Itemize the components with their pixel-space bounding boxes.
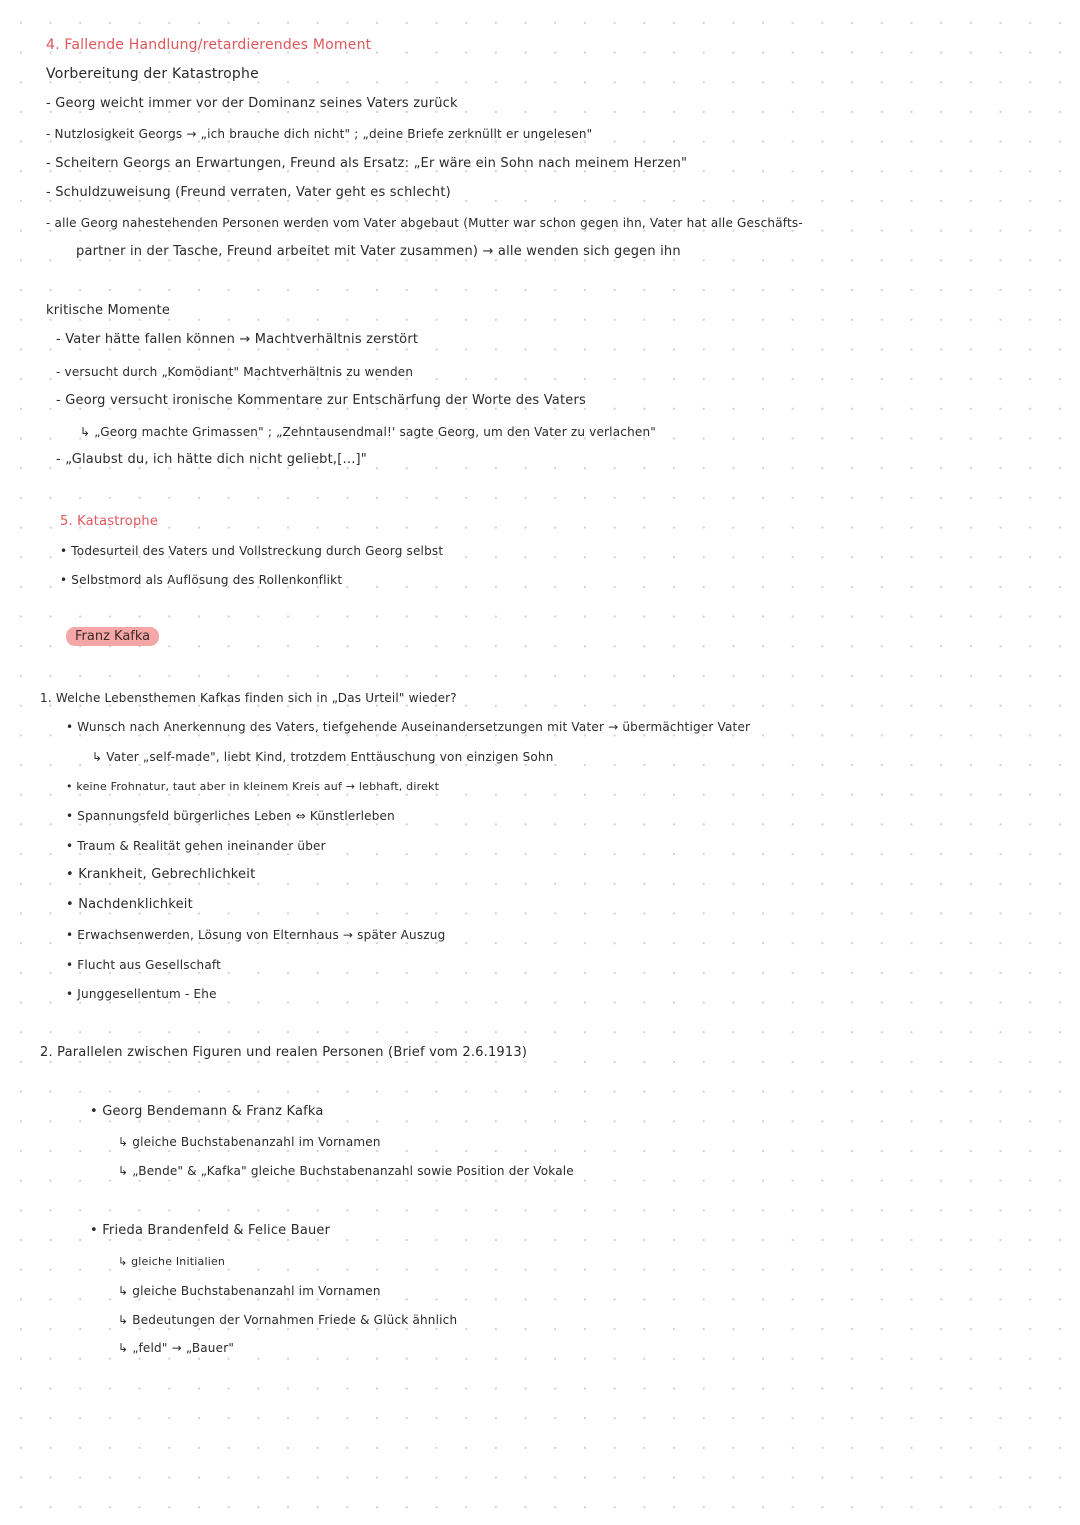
list-item: - Georg weicht immer vor der Dominanz seines Vaters zurück	[46, 96, 458, 111]
list-item: • Selbstmord als Auflösung des Rollenkonflikt	[60, 573, 343, 587]
list-item: • Krankheit, Gebrechlichkeit	[66, 867, 256, 882]
list-item: • Nachdenklichkeit	[66, 897, 193, 912]
list-item: ↳ gleiche Buchstabenanzahl im Vornamen	[118, 1135, 381, 1149]
list-item: partner in der Tasche, Freund arbeitet mit Vater zusammen) → alle wenden sich gegen ihn	[76, 244, 681, 259]
question-1: 1. Welche Lebensthemen Kafkas finden sich in „Das Urteil" wieder?	[40, 691, 457, 705]
list-item: • Todesurteil des Vaters und Vollstreckung durch Georg selbst	[60, 544, 444, 558]
list-item: ↳ Vater „self-made", liebt Kind, trotzdem Enttäuschung von einzigen Sohn	[92, 750, 554, 764]
list-item: • Georg Bendemann & Franz Kafka	[90, 1104, 324, 1119]
list-item: ↳ „feld" → „Bauer"	[118, 1341, 235, 1355]
question-2: 2. Parallelen zwischen Figuren und realen Personen (Brief vom 2.6.1913)	[40, 1045, 528, 1060]
list-item: ↳ Bedeutungen der Vornahmen Friede & Glück ähnlich	[118, 1313, 458, 1327]
list-item: - versucht durch „Komödiant" Machtverhältnis zu wenden	[56, 365, 414, 379]
critical-moments-heading: kritische Momente	[46, 303, 171, 318]
list-item: • keine Frohnatur, taut aber in kleinem Kreis auf → lebhaft, direkt	[66, 780, 440, 793]
list-item: - Nutzlosigkeit Georgs → „ich brauche dich nicht" ; „deine Briefe zerknüllt er ungelesen"	[46, 127, 593, 141]
franz-kafka-tag: Franz Kafka	[66, 627, 159, 646]
list-item: - Georg versucht ironische Kommentare zur Entschärfung der Worte des Vaters	[56, 393, 586, 408]
section-4-heading: 4. Fallende Handlung/retardierendes Moment	[46, 37, 372, 53]
list-item: • Wunsch nach Anerkennung des Vaters, tiefgehende Auseinandersetzungen mit Vater → übermächtiger Vater	[66, 720, 751, 734]
list-item: - alle Georg nahestehenden Personen werden vom Vater abgebaut (Mutter war schon gegen ihn, Vater hat alle Geschäfts-	[46, 216, 803, 230]
list-item: ↳ gleiche Initialien	[118, 1255, 226, 1268]
list-item: ↳ „Georg machte Grimassen" ; „Zehntausendmal!' sagte Georg, um den Vater zu verlachen"	[80, 425, 656, 439]
list-item: - Vater hätte fallen können → Machtverhältnis zerstört	[56, 332, 419, 347]
list-item: • Frieda Brandenfeld & Felice Bauer	[90, 1223, 331, 1238]
list-item: • Spannungsfeld bürgerliches Leben ⇔ Künstlerleben	[66, 809, 395, 823]
list-item: - Schuldzuweisung (Freund verraten, Vater geht es schlecht)	[46, 185, 451, 200]
section-5-heading: 5. Katastrophe	[60, 514, 159, 529]
list-item: • Junggesellentum - Ehe	[66, 987, 217, 1001]
list-item: • Traum & Realität gehen ineinander über	[66, 839, 326, 853]
list-item: ↳ „Bende" & „Kafka" gleiche Buchstabenanzahl sowie Position der Vokale	[118, 1164, 574, 1178]
list-item: • Flucht aus Gesellschaft	[66, 958, 221, 972]
list-item: • Erwachsenwerden, Lösung von Elternhaus → später Auszug	[66, 928, 446, 942]
section-4-subheading: Vorbereitung der Katastrophe	[46, 66, 259, 82]
list-item: - „Glaubst du, ich hätte dich nicht geliebt,[...]"	[56, 452, 367, 467]
list-item: ↳ gleiche Buchstabenanzahl im Vornamen	[118, 1284, 381, 1298]
list-item: - Scheitern Georgs an Erwartungen, Freund als Ersatz: „Er wäre ein Sohn nach meinem Herzen"	[46, 156, 688, 171]
